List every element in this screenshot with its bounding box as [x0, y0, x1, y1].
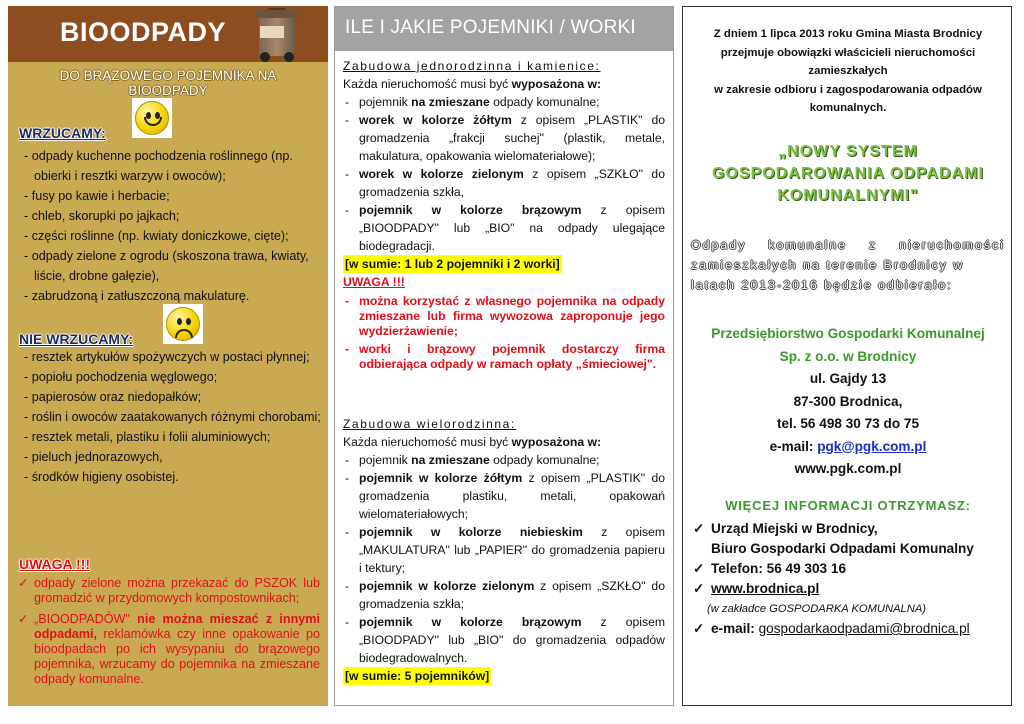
- container-item: - pojemnik na zmieszane odpady komunalne;: [343, 451, 665, 469]
- wrzucamy-item: - odpady zielone z ogrodu (skoszona trawa, kwiaty, liście, drobne gałęzie),: [24, 246, 322, 286]
- uwaga-item: - worki i brązowy pojemnik dostarczy firma odbierająca odpady w ramach opłaty „śmieciowej".: [343, 342, 665, 372]
- nie-wrzucamy-item: - pieluch jednorazowych,: [24, 447, 322, 467]
- single-family-section: [343, 57, 665, 375]
- nie-wrzucamy-item: - popiołu pochodzenia węglowego;: [24, 367, 322, 387]
- pgk-street: ul. Gajdy 13: [809, 371, 887, 386]
- contact-urzad: ✓ Urząd Miejski w Brodnicy,: [693, 521, 878, 536]
- container-item: - pojemnik w kolorze zielonym z opisem „SZKŁO" do gromadzenia szkła;: [343, 577, 665, 613]
- bioodpady-panel: [8, 6, 328, 706]
- bioodpady-subtitle: DO BRĄZOWEGO POJEMNIKA NA BIOODPADY: [59, 68, 277, 98]
- wrzucamy-heading: WRZUCAMY:: [19, 125, 106, 141]
- container-item: - worek w kolorze zielonym z opisem „SZKŁO" do gromadzenia szkła,: [343, 165, 665, 201]
- collection-text: Odpady komunalne z nieruchomości zamieszkałych na terenie Brodnicy w latach 2013-2016 będzie odbierało:: [691, 238, 1005, 292]
- single-family-label: Zabudowa jednorodzinna i kamienice:: [343, 59, 601, 73]
- contact-email: ✓ e-mail: gospodarkaodpadami@brodnica.pl: [693, 621, 970, 636]
- wrzucamy-item: - odpady kuchenne pochodzenia roślinnego (np. obierki i resztki warzyw i owoców);: [24, 146, 322, 186]
- contact-email-link[interactable]: gospodarkaodpadami@brodnica.pl: [758, 621, 970, 636]
- wrzucamy-item: - zabrudzoną i zatłuszczoną makulaturę.: [24, 286, 322, 306]
- brodnica-link[interactable]: www.brodnica.pl: [711, 581, 820, 596]
- uwaga-heading: UWAGA !!!: [19, 556, 91, 572]
- more-info-heading: WIĘCEJ INFORMACJI OTRZYMASZ:: [725, 498, 971, 513]
- uwaga-list-2: [343, 294, 665, 372]
- pgk-www[interactable]: www.pgk.com.pl: [794, 461, 902, 476]
- multi-family-sum: [w sumie: 5 pojemników]: [345, 669, 490, 683]
- pgk-company-form: Sp. z o.o. w Brodnicy: [779, 348, 917, 364]
- brown-bin-icon: [254, 8, 302, 62]
- multi-family-section: [343, 415, 665, 685]
- contact-www: ✓ www.brodnica.pl: [693, 581, 820, 596]
- single-family-list: [343, 93, 665, 255]
- nie-wrzucamy-item: - resztek artykułów spożywczych w postaci płynnej;: [24, 347, 322, 367]
- container-item: - worek w kolorze żółtym z opisem „PLASTIK" do gromadzenia „frakcji suchej" (plastik, metale, makulatura, opakowania wielomateriałowe);: [343, 111, 665, 165]
- pgk-city: 87-300 Brodnica,: [793, 393, 903, 409]
- uwaga-item: ✓ „BIOODPADÓW" nie można mieszać z innymi odpadami, reklamówka czy inne opakowanie po bioodpadach po ich wysypaniu do brązowego pojemnika, wrzucamy do pojemnika na zmieszane odpady komunalne.: [18, 612, 321, 686]
- contact-phone: ✓ Telefon: 56 49 303 16: [693, 561, 847, 576]
- pojemniki-title: ILE I JAKIE POJEMNIKI / WORKI: [345, 17, 636, 38]
- intro-text: Z dniem 1 lipca 2013 roku Gmina Miasta Brodnicy przejmuje obowiązki właścicieli nieruchomości zamieszkałych w zakresie odbioru i zagospodarowania odpadów komunalnych.: [713, 28, 983, 114]
- contact-zakladka: (w zakładce GOSPODARKA KOMUNALNA): [707, 603, 927, 615]
- pojemniki-panel: [334, 6, 674, 706]
- wrzucamy-list: [24, 146, 322, 306]
- nie-wrzucamy-item: - środków higieny osobistej.: [24, 467, 322, 487]
- nie-wrzucamy-item: - resztek metali, plastiku i folii aluminiowych;: [24, 427, 322, 447]
- uwaga-item: - można korzystać z własnego pojemnika na odpady zmieszane lub firma wywozowa zaproponuje jego wydzierżawienie;: [343, 294, 665, 339]
- uwaga-heading-2: UWAGA !!!: [343, 275, 405, 289]
- sad-smiley-icon: [166, 307, 200, 341]
- nie-wrzucamy-item: - papierosów oraz niedopałków;: [24, 387, 322, 407]
- wrzucamy-item: - chleb, skorupki po jajkach;: [24, 206, 322, 226]
- pojemniki-header: [335, 7, 673, 51]
- nie-wrzucamy-heading: NIE WRZUCAMY:: [19, 331, 134, 347]
- nie-wrzucamy-item: - roślin i owoców zaatakowanych różnymi chorobami;: [24, 407, 322, 427]
- single-family-sum: [w sumie: 1 lub 2 pojemniki i 2 worki]: [345, 257, 560, 271]
- bioodpady-header: [8, 6, 328, 62]
- pgk-contact: [687, 323, 1009, 481]
- wrzucamy-item: - fusy po kawie i herbacie;: [24, 186, 322, 206]
- wrzucamy-item: - części roślinne (np. kwiaty doniczkowe, cięte);: [24, 226, 322, 246]
- equip-line: Każda nieruchomość musi być wyposażona w:: [343, 77, 602, 91]
- container-item: - pojemnik w kolorze żółtym z opisem „PLASTIK" do gromadzenia plastiku, metali, opakowań wielomateriałowych;: [343, 469, 665, 523]
- pgk-phone: tel. 56 498 30 73 do 75: [776, 416, 920, 431]
- happy-smiley-icon: [135, 101, 169, 135]
- container-item: - pojemnik w kolorze brązowym z opisem „BIOODPADY" lub „BIO" do gromadzenia odpadów biodegradowalnych.: [343, 613, 665, 667]
- container-item: - pojemnik w kolorze brązowym z opisem „BIOODPADY" lub „BIO" na odpady ulegające biodegradacji.: [343, 201, 665, 255]
- pgk-email-link[interactable]: pgk@pgk.com.pl: [817, 438, 927, 454]
- equip-line: Każda nieruchomość musi być wyposażona w:: [343, 435, 602, 449]
- more-info-list: [693, 519, 1007, 639]
- pgk-name: Przedsiębiorstwo Gospodarki Komunalnej: [711, 326, 985, 341]
- multi-family-list: [343, 451, 665, 667]
- contact-biuro: Biuro Gospodarki Odpadami Komunalny: [711, 541, 974, 556]
- nie-wrzucamy-list: [24, 347, 322, 487]
- uwaga-list: [18, 576, 320, 693]
- new-system-title: „NOWY SYSTEM GOSPODAROWANIA ODPADAMI KOMUNALNYMI": [712, 143, 984, 204]
- bioodpady-title: BIOODPADY: [60, 17, 227, 47]
- uwaga-item: ✓ odpady zielone można przekazać do PSZOK lub gromadzić w przydomowych kompostownikach;: [18, 576, 320, 605]
- pgk-email-line: e-mail: pgk@pgk.com.pl: [769, 438, 927, 454]
- container-item: - pojemnik na zmieszane odpady komunalne;: [343, 93, 665, 111]
- container-item: - pojemnik w kolorze niebieskim z opisem „MAKULATURA" lub „PAPIER" do gromadzenia papieru i tektury;: [343, 523, 665, 577]
- info-panel: [682, 6, 1012, 706]
- multi-family-label: Zabudowa wielorodzinna:: [343, 417, 516, 431]
